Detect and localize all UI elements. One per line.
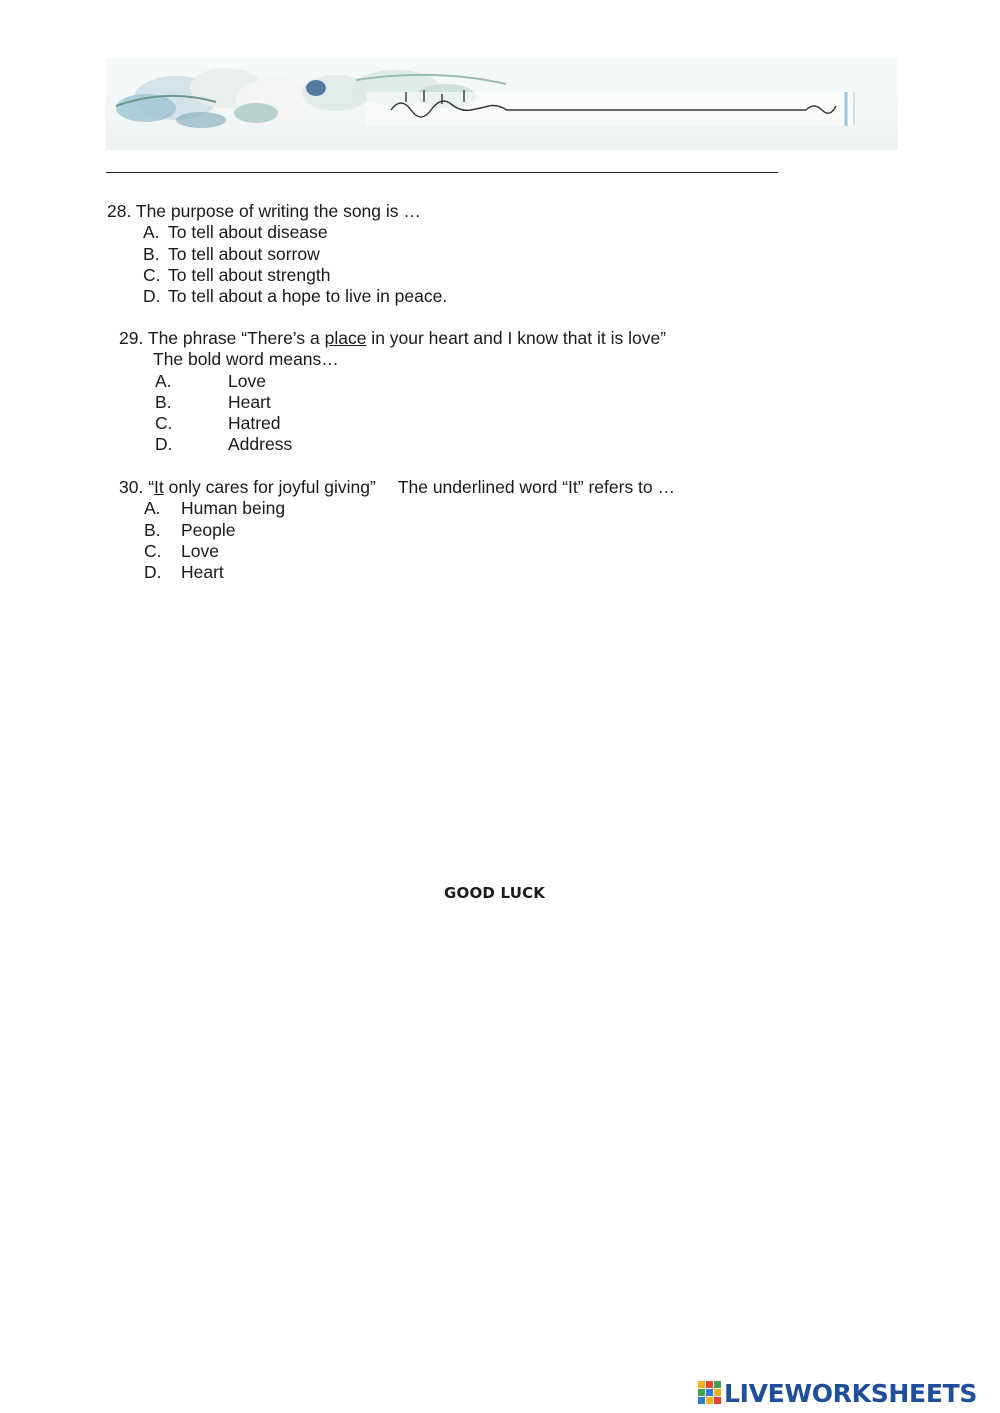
question-stem: 29. The phrase “There’s a place in your heart and I know that it is love” bbox=[119, 328, 667, 348]
question-subprompt: The bold word means… bbox=[153, 349, 339, 370]
answer-option[interactable]: B. To tell about sorrow bbox=[143, 243, 320, 264]
header-banner bbox=[106, 58, 898, 150]
liveworksheets-brand[interactable] bbox=[698, 1377, 977, 1409]
answer-option[interactable]: B. People bbox=[144, 519, 236, 540]
answer-option[interactable]: A. Love bbox=[155, 370, 266, 391]
question-28 bbox=[107, 201, 448, 307]
answer-option[interactable]: C. Hatred bbox=[155, 413, 281, 434]
answer-option[interactable]: C. Love bbox=[144, 540, 219, 561]
brand-name: LIVEWORKSHEETS bbox=[724, 1378, 978, 1408]
question-stem: 28. The purpose of writing the song is … bbox=[107, 201, 421, 221]
question-stem: 30. “It only cares for joyful giving” The underlined word “It” refers to … bbox=[119, 477, 676, 497]
underlined-word: place bbox=[324, 328, 367, 348]
floral-bismillah-icon bbox=[106, 58, 898, 150]
question-30 bbox=[119, 477, 675, 583]
answer-option[interactable]: D. To tell about a hope to live in peace. bbox=[143, 286, 448, 307]
answer-option[interactable]: A. To tell about disease bbox=[143, 222, 328, 243]
answer-option[interactable]: C. To tell about strength bbox=[143, 264, 331, 285]
answer-option[interactable]: B. Heart bbox=[155, 391, 271, 412]
answer-option[interactable]: D. Heart bbox=[144, 562, 224, 583]
answer-option[interactable]: A. Human being bbox=[144, 498, 286, 519]
liveworksheets-logo-icon bbox=[698, 1381, 722, 1405]
answer-option[interactable]: D. Address bbox=[155, 434, 293, 455]
header-divider bbox=[106, 172, 778, 173]
closing-text: GOOD LUCK bbox=[444, 884, 546, 902]
question-29 bbox=[119, 328, 666, 456]
underlined-word: It bbox=[154, 477, 164, 497]
